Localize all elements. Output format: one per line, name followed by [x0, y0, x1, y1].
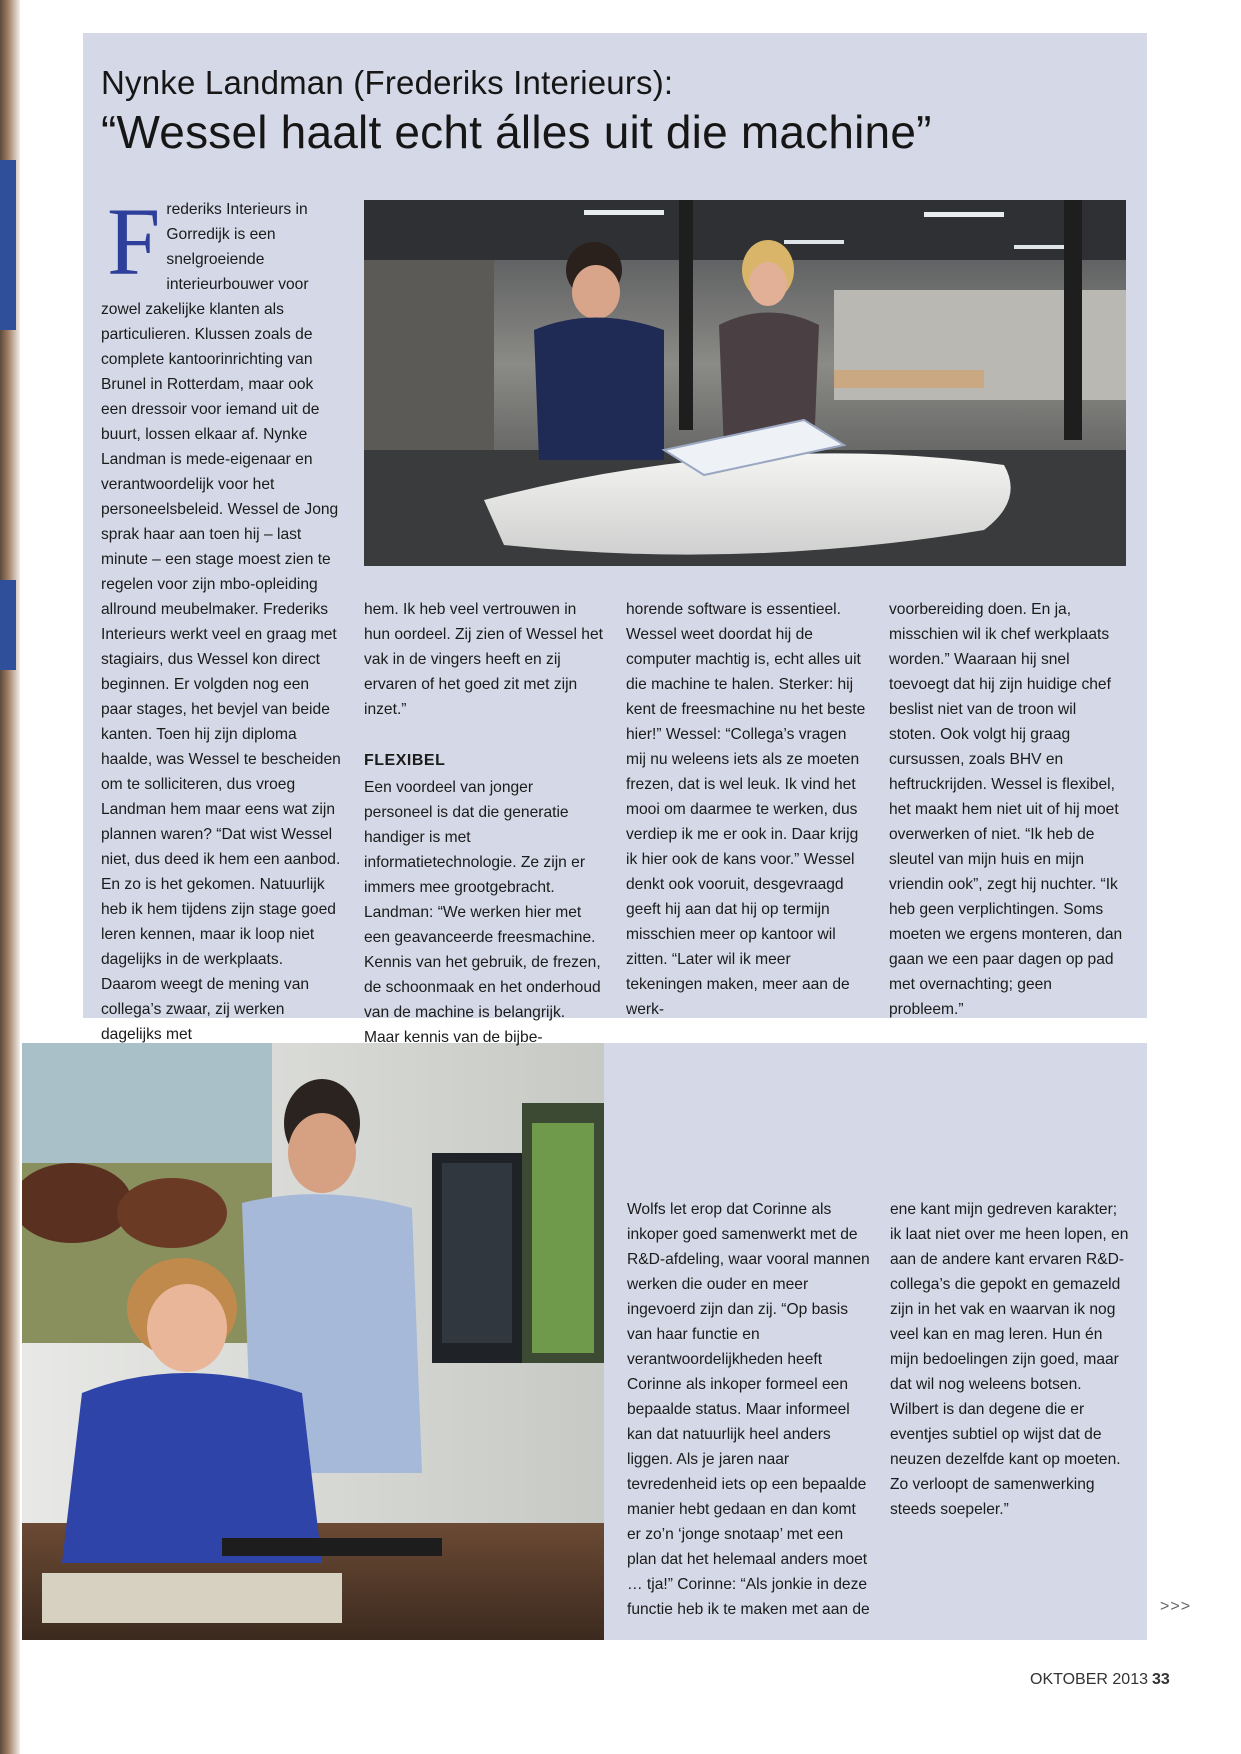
article-column-1-text: rederiks Interieurs in Gorredijk is een snelgroeiende interieurbouwer voor zowel zakelijke klanten als particulieren. Klussen zoals de complete kantoorinrichting van Brunel in Rotterdam, maar ook een dressoir voor iemand uit de buurt, lossen elkaar af. Nynke Landman is mede-eigenaar en verantwoordelijk voor het personeelsbeleid. Wessel de Jong sprak haar aan toen hij – last minute – een stage moest zien te regelen voor zijn mbo-opleiding allround meubelmaker. Frederiks Interieurs werkt veel en graag met stagiairs, dus Wessel kon direct beginnen. Er volgden nog een paar stages, het bevjel van beide kanten. Toen hij zijn diploma haalde, was Wessel te bescheiden om te solliciteren, dus vroeg Landman hem maar eens wat zijn plannen waren? “Dat wist Wessel niet, dus deed ik hem een aanbod. En zo is het gekomen. Natuurlijk heb ik hem tijdens zijn stage goed leren kennen, maar ik loop niet dagelijks in de werkplaats. Daarom weegt de mening van collega’s zwaar, zij werken dagelijks met	[101, 201, 341, 1043]
page-number: 33	[1151, 1671, 1170, 1688]
headline-line-1: Nynke Landman (Frederiks Interieurs):	[101, 64, 674, 101]
article-column-2-text-a: hem. Ik heb veel vertrouwen in hun oordeel. Zij zien of Wessel het vak in de vingers heeft en zij ervaren of het goed zit met zijn inzet.”	[364, 601, 603, 718]
issue-date: OKTOBER 2013	[1030, 1671, 1148, 1688]
page-folio	[1030, 1671, 1170, 1689]
article-column-3	[626, 597, 868, 1022]
article-column-4-text: voorbereiding doen. En ja, misschien wil ik chef werkplaats worden.” Waaraan hij snel toevoegt dat hij zijn huidige chef beslist niet van de troon wil stoten. Ook volgt hij graag cursussen, zoals BHV en heftruckrijden. Wessel is flexibel, het maakt hem niet uit of hij moet overwerken of niet. “Ik heb de sleutel van mijn huis en mijn vriendin ook”, zegt hij nuchter. “Ik heb geen verplichtingen. Soms moeten we ergens monteren, dan gaan we een paar dagen op pad met overnachting; geen probleem.”	[889, 601, 1123, 1018]
page-edge-strip	[0, 0, 20, 1754]
photo-office	[22, 1043, 604, 1640]
headline-line-2: “Wessel haalt echt álles uit die machine”	[101, 106, 932, 158]
section-subhead-flexibel: FLEXIBEL	[364, 752, 446, 769]
article2-column-1	[627, 1197, 872, 1622]
article-column-4	[889, 597, 1127, 1022]
photo-workshop	[364, 200, 1126, 566]
continue-arrows: >>>	[1160, 1598, 1192, 1615]
article2-column-2-text: ene kant mijn gedreven karakter; ik laat niet over me heen lopen, en aan de andere kant ervaren R&D-collega’s die gepokt en gemazeld zijn in het vak en waarvan ik nog veel kan en mag leren. Hun én mijn bedoelingen zijn goed, maar dat wil nog weleens botsen. Wilbert is dan degene die er eventjes subtiel op wijst dat de neuzen dezelfde kant op moeten. Zo verloopt de samenwerking steeds soepeler.”	[890, 1201, 1129, 1518]
article-column-1	[101, 188, 341, 1047]
article-column-2	[364, 597, 604, 1050]
article-column-2-text-b: Een voordeel van jonger personeel is dat die generatie handiger is met informatietechnologie. Ze zijn er immers mee grootgebracht. Landman: “We werken hier met een geavanceerde freesmachine. Kennis van het gebruik, de frezen, de schoonmaak en het onderhoud van de machine is belangrijk. Maar kennis van de bijbe-	[364, 779, 601, 1046]
article2-column-2	[890, 1197, 1130, 1522]
dropcap-letter: F	[107, 188, 161, 295]
article2-column-1-text: Wolfs let erop dat Corinne als inkoper goed samenwerkt met de R&D-afdeling, waar vooral mannen werken die ouder en meer ingevoerd zijn dan zij. “Op basis van haar functie en verantwoordelijkheden heeft Corinne als inkoper formeel een bepaalde status. Maar informeel kan dat natuurlijk heel anders liggen. Als je jaren naar tevredenheid iets op een bepaalde manier hebt gedaan en dan komt er zo’n ‘jonge snotaap’ met een plan dat het helemaal anders moet … tja!” Corinne: “Als jonkie in deze functie heb ik te maken met aan de	[627, 1201, 870, 1618]
article-column-3-text: horende software is essentieel. Wessel weet doordat hij de computer machtig is, echt alles uit die machine te halen. Sterker: hij kent de freesmachine nu het beste hier!” Wessel: “Collega’s vragen mij nu weleens iets als ze moeten frezen, dat is wel leuk. Ik vind het mooi om daarmee te werken, dus verdiep ik me er ook in. Daar krijg ik hier ook de kans voor.” Wessel denkt ook vooruit, desgevraagd geeft hij aan dat hij op termijn misschien meer op kantoor wil zitten. “Later wil ik meer tekeningen maken, meer aan de werk-	[626, 601, 866, 1018]
